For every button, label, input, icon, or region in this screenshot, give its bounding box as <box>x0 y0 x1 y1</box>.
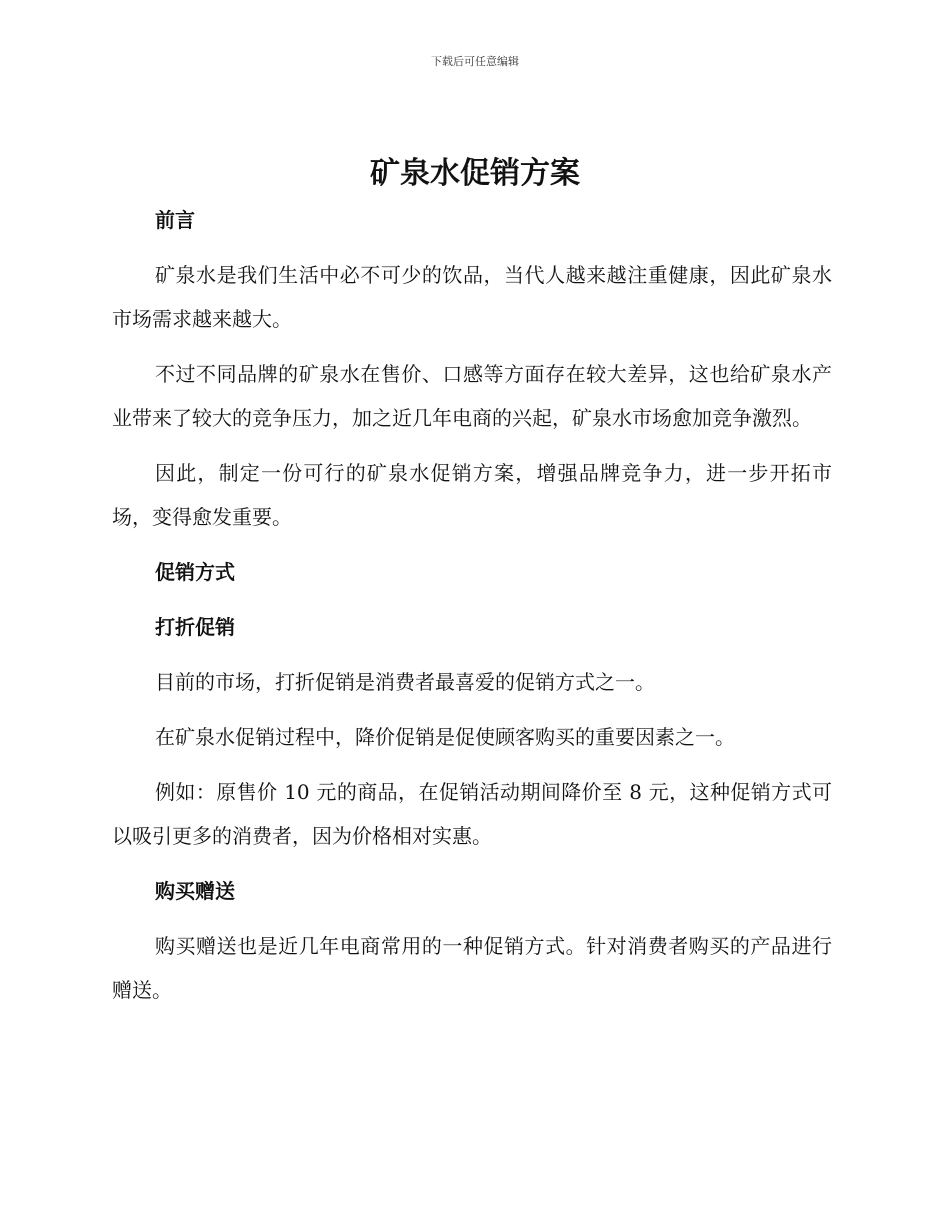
page-header: 下载后可任意编辑 <box>431 55 519 68</box>
paragraph: 购买赠送也是近几年电商常用的一种促销方式。针对消费者购买的产品进行赠送。 <box>112 934 832 1002</box>
subsection-heading-gift: 购买赠送 <box>155 879 235 903</box>
document-body <box>112 198 832 1012</box>
paragraph: 矿泉水是我们生活中必不可少的饮品，当代人越来越注重健康，因此矿泉水市场需求越来越大。 <box>112 263 832 331</box>
paragraph: 因此，制定一份可行的矿泉水促销方案，增强品牌竞争力，进一步开拓市场，变得愈发重要。 <box>112 461 832 529</box>
paragraph: 不过不同品牌的矿泉水在售价、口感等方面存在较大差异，这也给矿泉水产业带来了较大的竞争压力，加之近几年电商的兴起，矿泉水市场愈加竞争激烈。 <box>112 362 832 430</box>
document-title: 矿泉水促销方案 <box>370 156 580 191</box>
paragraph: 在矿泉水促销过程中，降价促销是促使顾客购买的重要因素之一。 <box>155 725 735 749</box>
paragraph: 目前的市场，打折促销是消费者最喜爱的促销方式之一。 <box>155 670 655 694</box>
paragraph: 例如：原售价 10 元的商品，在促销活动期间降价至 8 元，这种促销方式可以吸引更多的消费者，因为价格相对实惠。 <box>112 780 832 848</box>
section-heading-methods: 促销方式 <box>155 560 235 584</box>
subsection-heading-discount: 打折促销 <box>155 615 235 639</box>
section-heading-preface: 前言 <box>155 208 195 232</box>
